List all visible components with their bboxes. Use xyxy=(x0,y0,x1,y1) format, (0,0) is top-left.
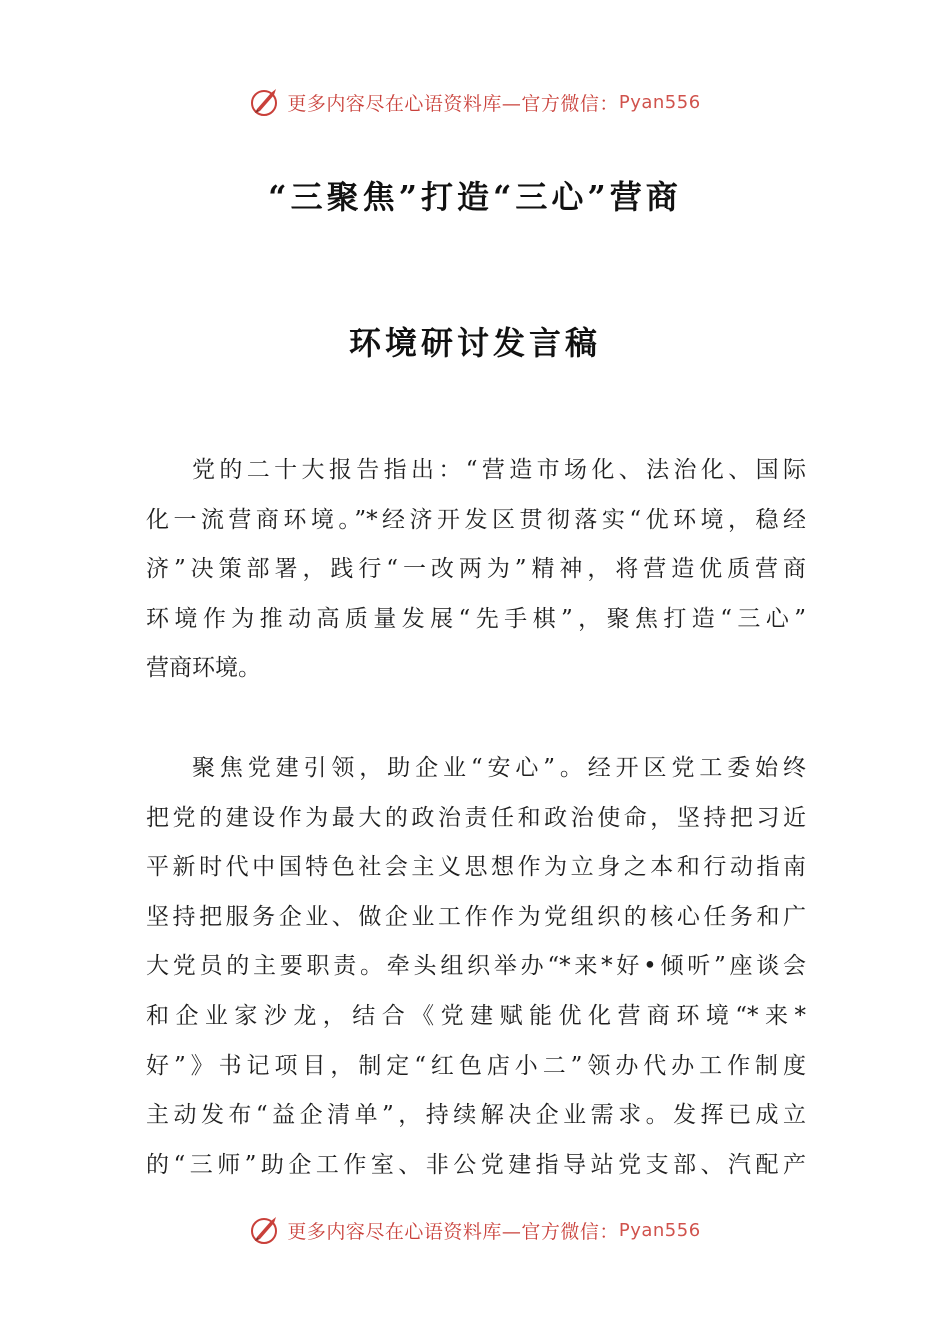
paragraph-line: 把党的建设作为最大的政治责任和政治使命，坚持把习近 xyxy=(146,804,806,831)
paragraph-line: 聚焦党建引领，助企业“安心”。经开区党工委始终 xyxy=(192,755,806,781)
pen-logo-icon xyxy=(249,1213,283,1247)
paragraph-line: 平新时代中国特色社会主义思想作为立身之本和行动指南 xyxy=(146,854,806,881)
paragraph-1 xyxy=(146,446,806,694)
paragraph-2 xyxy=(146,744,806,1190)
paragraph-line: 营商环境。 xyxy=(146,655,261,682)
paragraph-line: 化一流营商环境。”*经济开发区贯彻落实“优环境，稳经 xyxy=(146,506,806,533)
paragraph-line: 党的二十大报告指出：“营造市场化、法治化、国际 xyxy=(192,457,806,483)
paragraph-line: 主动发布“益企清单”，持续解决企业需求。发挥已成立 xyxy=(146,1102,806,1129)
document-title-line-1: “三聚焦”打造“三心”营商 xyxy=(268,178,682,216)
paragraph-line: 的“三师”助企工作室、非公党建指导站党支部、汽配产 xyxy=(146,1151,806,1178)
paragraph-line: 济”决策部署，践行“一改两为”精神，将营造优质营商 xyxy=(146,556,806,583)
paragraph-line: 和企业家沙龙，结合《党建赋能优化营商环境“*来* xyxy=(146,1002,806,1029)
pen-logo-icon xyxy=(249,85,283,119)
watermark-header xyxy=(0,84,950,120)
paragraph-line: 坚持把服务企业、做企业工作作为党组织的核心任务和广 xyxy=(146,903,806,930)
watermark-footer xyxy=(0,1212,950,1248)
document-title-line-2: 环境研讨发言稿 xyxy=(348,324,601,362)
watermark-contact: Pyan556 xyxy=(618,1219,701,1241)
paragraph-line: 好”》书记项目，制定“红色店小二”领办代办工作制度 xyxy=(146,1052,806,1079)
watermark-contact: Pyan556 xyxy=(618,91,701,113)
watermark-text: 更多内容尽在心语资料库—官方微信： xyxy=(287,1220,619,1243)
watermark-text: 更多内容尽在心语资料库—官方微信： xyxy=(287,92,619,115)
paragraph-line: 环境作为推动高质量发展“先手棋”，聚焦打造“三心” xyxy=(146,605,806,632)
paragraph-line: 大党员的主要职责。牵头组织举办“*来*好•倾听”座谈会 xyxy=(146,953,806,980)
